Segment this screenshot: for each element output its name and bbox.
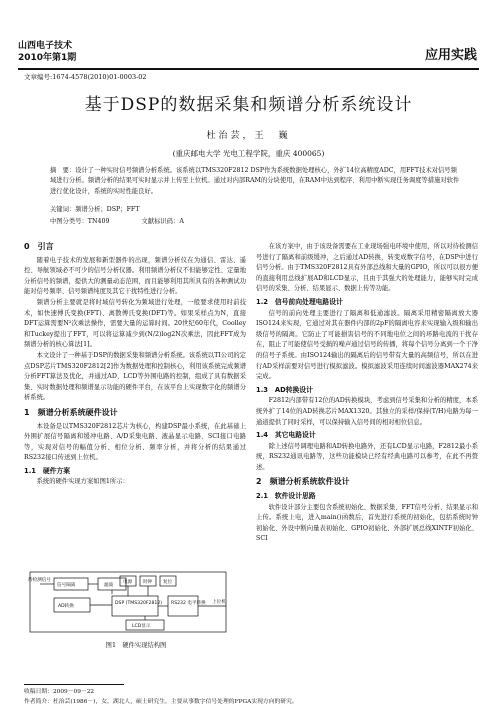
received-date: 收稿日期：2009－09－22 (24, 689, 95, 695)
paragraph: 本设备是以TMS320F2812芯片为核心，构建DSP最小系统，在此基础上外围扩展信号隔离和缓冲电路、A/D采集电路、液晶显示电路、SCI接口电路等，实现对信号的幅值分析、相位分析、频率分析，并将分析的结果通过RS232接口传送到上位机。 (24, 422, 246, 462)
label-clock: 时钟 (143, 580, 153, 585)
label-filter: 滤波 (104, 583, 114, 588)
section-heading: 1 频谱分析系统硬件设计 (24, 407, 118, 417)
author-bio: 作者简介：杜治芸(1986－)，女，湖北人，硕士研究生，主要从事数字信号处理的FPGA实现方向的研究。 (24, 699, 298, 705)
paper-title: 基于DSP的数据采集和频谱分析系统设计 (84, 95, 413, 115)
abstract (50, 166, 461, 197)
paragraph: 频谱分析主要就是将时域信号转化为频域进行处理，一般要求使用时前技术，如快速傅氏变换(FFT)、离散傅氏变换(DFT)等。如果采样点为N，直接DFT运算需要N²次乘法操作，需要大量的运算时间。20世纪60年代，Coolley和Tuckey提出了FFT，可以将运算减少到(N/2)log2N次乘法，因此FFT成为频谱分析的核心算法[1]。 (24, 298, 246, 349)
header-rule (18, 68, 479, 70)
journal-issue: 2010年第1期 (18, 53, 77, 63)
paragraph: F2812内部带有12位的AD转换模块，考虑到信号采集和分析的精度，本系统外扩了14位的AD转换芯片MAX1320。其独立的采样/保持(T/H)电路为每一通道提供了同时采样，可以保持输入信号间的相对相位信息。 (256, 397, 478, 426)
subsection-heading: 1.1 硬件方案 (24, 466, 71, 475)
label-lcd: LCD显示 (132, 624, 151, 629)
label-power: 电源 (123, 580, 133, 585)
paragraph: 信号的前向处理主要进行了隔离和低通滤波。隔离采用精密隔离放大器ISO124来实现，它通过对其在器件内部的2pF的隔离电容来实现输入级和输出级信号的隔离。它防止了可能損害信号的不同地电位之间的环路电流的干扰存在，阻止了可能使信号受损的噪声通过信号的传播，将每个信号分离到一个干净的信号子系统。由ISO124输出的隔离后的信号带有大量的高频信号，所以在进行AD采样前要对信号进行模拟滤波。模拟滤波采用连续时间滤波器MAX274来完成。 (256, 309, 478, 381)
subsection-heading: 2.1 软件设计思路 (256, 492, 316, 501)
label-isolation: 信号隔离 (57, 583, 76, 588)
label-dsp: DSP (TMS320F2812) (115, 601, 163, 606)
journal-header (18, 40, 76, 64)
left-column (24, 238, 246, 488)
figure-caption: 图1 硬件实现结构图 (105, 642, 167, 649)
subsection-heading: 1.4 其它电路设计 (256, 431, 316, 440)
subsection-heading: 1.3 AD转换设计 (256, 385, 313, 394)
paragraph: 本文设计了一种基于DSP的数据采集和频谱分析系统。该系统以TI公司的定点DSP芯片TMS320F2812[2]作为数据处理和控制核心，利用该系统完成频谱分析FFT算法及优化，并通过AD、LCD等外围电路的控制，组成了具有数据采集、实时数据处理和频谱显示功能的硬件平台，在该平台上实现数字化的频谱分析系统。 (24, 351, 246, 402)
abstract-text: 摘 要：设计了一种实时信号频谱分析系统。该系统以TMS320F2812 DSP作为系统数据处理核心，外扩14位高精度ADC，用FFT技术对信号频域进行分析。频谱分析的结果可实时显示并上传至上位机。通过对内部RAM的分块使用，在RAM中达到程序、利用中断实现任务调度等措施对软件进行优化设计，系统的实时性能良好。 (50, 167, 460, 195)
author-affiliation: (重庆邮电大学 光电工程学院，重庆 400065) (172, 149, 325, 158)
label-rs232: RS232 电平转换 (171, 601, 206, 606)
article-number: 文章编号:1674-4578(2010)01-0003-02 (24, 73, 147, 81)
label-reset: 复位 (163, 580, 173, 585)
label-pc: 上位机 (212, 600, 226, 605)
right-column (256, 242, 478, 545)
hardware-block-diagram (26, 570, 246, 636)
document-code: 文献标识码：A (141, 218, 184, 225)
paragraph: 在该方案中，由于该设备需要在工业现场强电环境中使用，所以对待检测信号进行了隔离和前级缓冲，之后通过AD转换，转变成数字信号，在DSP中进行信号分析。由于TMS320F2812具有外部总线和大量的GPIO，所以可以很方便的直接利用总线扩展AD和LCD显示，且由于其强大的处理能力，能够实时完成信号的采集、分析、结果显示、数据上传等功能。 (256, 243, 478, 293)
keywords: 关键词：频谱分析；DSP；FFT (50, 206, 140, 213)
paragraph: 随着电子技术的发展和新型器件的出现，频谱分析仪在为通信、雷达、遥控、导航领域必不可少的信号分析仪器。利用频谱分析仪不但能够定性、定量地分析信号的频谱，提供大的测量动态范围，而且能够利用其所具有的各种测试功能对信号频率、信号频谱纯度及其它干扰特性进行分析。 (24, 256, 246, 296)
paragraph: 系统的硬件实现方案如图1所示： (36, 478, 129, 486)
section-heading: 2 频谱分析系统软件设计 (256, 477, 350, 487)
clc-number: 中图分类号：TN409 (50, 218, 110, 225)
dsp-block (112, 596, 158, 616)
paragraph: 软件设计部分主要包含系统初始化、数据采集、FFT信号分析、结果显示和上传。系统上电，进入main()函数后，首先进行系统的初始化，包括系统时钟初始化、外设中断向量表初始化、GPIO初始化、外部扩展总线XINTF初始化、SCI (256, 503, 478, 543)
paper-authors: 杜治芸，王 巍 (206, 131, 291, 141)
classification (50, 216, 461, 225)
subsection-heading: 1.2 信号前向处理电路设计 (256, 297, 343, 306)
footnote-rule (24, 684, 124, 685)
journal-name: 山西电子技术 (18, 41, 73, 51)
paragraph: 除上述信号调理电路和AD转换电路外，还有LCD显示电路，F2812最小系统，RS232通讯电路等，这些功能模块已经有经典电路可以参考，在此不再赘述。 (256, 442, 478, 471)
label-signal: 待检测信号 (28, 578, 51, 583)
section-heading: 0 引言 (24, 242, 54, 251)
label-adc: AD转换 (58, 604, 74, 609)
rs232-block (168, 596, 198, 616)
section-label: 应用实践 (424, 48, 477, 63)
